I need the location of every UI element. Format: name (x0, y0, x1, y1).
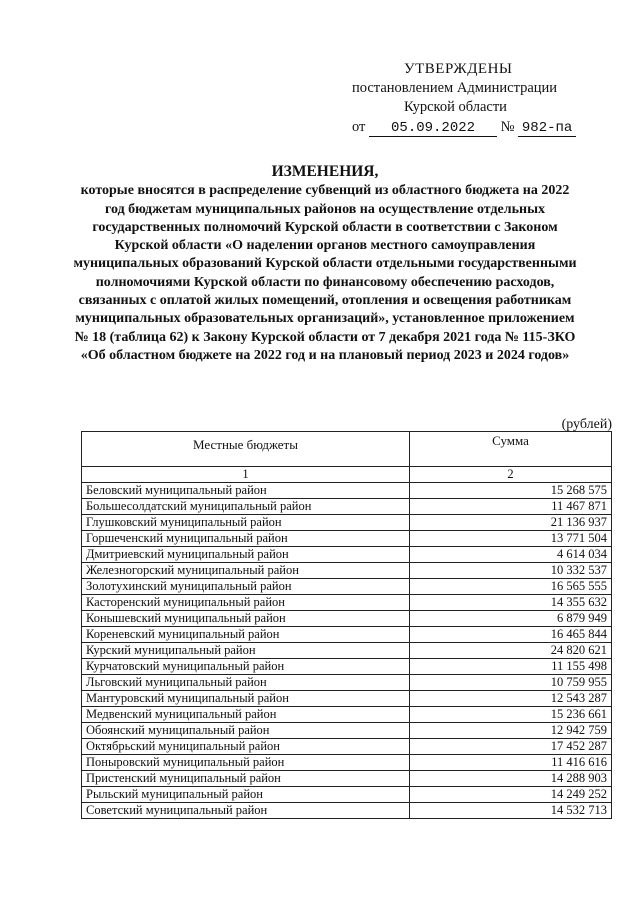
district-sum: 11 155 498 (410, 659, 612, 675)
district-sum: 15 236 661 (410, 707, 612, 723)
district-name: Рыльский муниципальный район (82, 787, 410, 803)
table-body (82, 467, 612, 819)
district-name: Мантуровский муниципальный район (82, 691, 410, 707)
approval-line-2: Курской области (404, 99, 507, 115)
district-name: Курский муниципальный район (82, 643, 410, 659)
table-row (82, 707, 612, 723)
district-name: Поныровский муниципальный район (82, 755, 410, 771)
district-sum: 14 355 632 (410, 595, 612, 611)
heading-body: которые вносятся в распределение субвенций из областного бюджета на 2022 год бюджетам муниципальных районов на осуществление отдельных государственных полномочий Курской области в соответствии с Законом Курской области «О наделении органов местного самоуправления муниципальных образований Курской области отдельными государственными полномочиями Курской области по финансовому обеспечению расходов, связанных с оплатой жилых помещений, отопления и освещения работникам муниципальных образовательных организаций», установленное приложением № 18 (таблица 62) к Закону Курской области от 7 декабря 2021 года № 115-ЗКО «Об областном бюджете на 2022 год и на плановый период 2023 и 2024 годов» (73, 183, 577, 363)
table-row (82, 691, 612, 707)
approval-date: 05.09.2022 (369, 120, 497, 137)
district-name: Золотухинский муниципальный район (82, 579, 410, 595)
district-sum: 21 136 937 (410, 515, 612, 531)
district-name: Советский муниципальный район (82, 803, 410, 819)
document-heading (70, 163, 580, 365)
district-name: Льговский муниципальный район (82, 675, 410, 691)
district-sum: 11 467 871 (410, 499, 612, 515)
currency-note: (рублей) (561, 417, 612, 432)
column-number-row (82, 467, 612, 483)
district-name: Беловский муниципальный район (82, 483, 410, 499)
table-row (82, 579, 612, 595)
district-sum: 15 268 575 (410, 483, 612, 499)
district-sum: 10 759 955 (410, 675, 612, 691)
table-row (82, 483, 612, 499)
district-sum: 10 332 537 (410, 563, 612, 579)
approval-number: 982-па (518, 120, 576, 137)
column-number-1: 1 (82, 467, 410, 483)
district-sum: 14 532 713 (410, 803, 612, 819)
district-name: Дмитриевский муниципальный район (82, 547, 410, 563)
district-name: Касторенский муниципальный район (82, 595, 410, 611)
district-sum: 16 565 555 (410, 579, 612, 595)
table-row (82, 499, 612, 515)
district-sum: 24 820 621 (410, 643, 612, 659)
district-sum: 12 543 287 (410, 691, 612, 707)
district-sum: 4 614 034 (410, 547, 612, 563)
table-row (82, 739, 612, 755)
approval-block (352, 60, 602, 137)
table-row (82, 627, 612, 643)
district-name: Глушковский муниципальный район (82, 515, 410, 531)
approval-date-line (352, 118, 602, 137)
header-local-budgets: Местные бюджеты (82, 432, 410, 467)
header-sum: Сумма (410, 432, 612, 467)
from-label: от (352, 119, 366, 135)
table-row (82, 659, 612, 675)
district-sum: 11 416 616 (410, 755, 612, 771)
table-row (82, 547, 612, 563)
table-row (82, 595, 612, 611)
district-name: Курчатовский муниципальный район (82, 659, 410, 675)
district-sum: 17 452 287 (410, 739, 612, 755)
column-number-2: 2 (410, 467, 612, 483)
approval-line-1: постановлением Администрации (352, 80, 558, 96)
heading-title: ИЗМЕНЕНИЯ, (271, 163, 379, 180)
table-row (82, 723, 612, 739)
distribution-table (81, 431, 612, 819)
district-name: Кореневский муниципальный район (82, 627, 410, 643)
table-row (82, 531, 612, 547)
district-sum: 13 771 504 (410, 531, 612, 547)
table-row (82, 803, 612, 819)
district-name: Большесолдатский муниципальный район (82, 499, 410, 515)
table-row (82, 611, 612, 627)
district-name: Обоянский муниципальный район (82, 723, 410, 739)
district-sum: 14 249 252 (410, 787, 612, 803)
district-sum: 16 465 844 (410, 627, 612, 643)
district-name: Октябрьский муниципальный район (82, 739, 410, 755)
district-name: Медвенский муниципальный район (82, 707, 410, 723)
district-name: Конышевский муниципальный район (82, 611, 410, 627)
table-row (82, 563, 612, 579)
table-row (82, 771, 612, 787)
table-header-row (82, 432, 612, 467)
district-sum: 6 879 949 (410, 611, 612, 627)
district-name: Пристенский муниципальный район (82, 771, 410, 787)
district-name: Горшеченский муниципальный район (82, 531, 410, 547)
district-sum: 12 942 759 (410, 723, 612, 739)
district-sum: 14 288 903 (410, 771, 612, 787)
table-row (82, 515, 612, 531)
approval-title: УТВЕРЖДЕНЫ (404, 61, 513, 77)
number-label: № (500, 119, 515, 135)
district-name: Железногорский муниципальный район (82, 563, 410, 579)
table-row (82, 755, 612, 771)
table-row (82, 787, 612, 803)
table-row (82, 643, 612, 659)
table-row (82, 675, 612, 691)
